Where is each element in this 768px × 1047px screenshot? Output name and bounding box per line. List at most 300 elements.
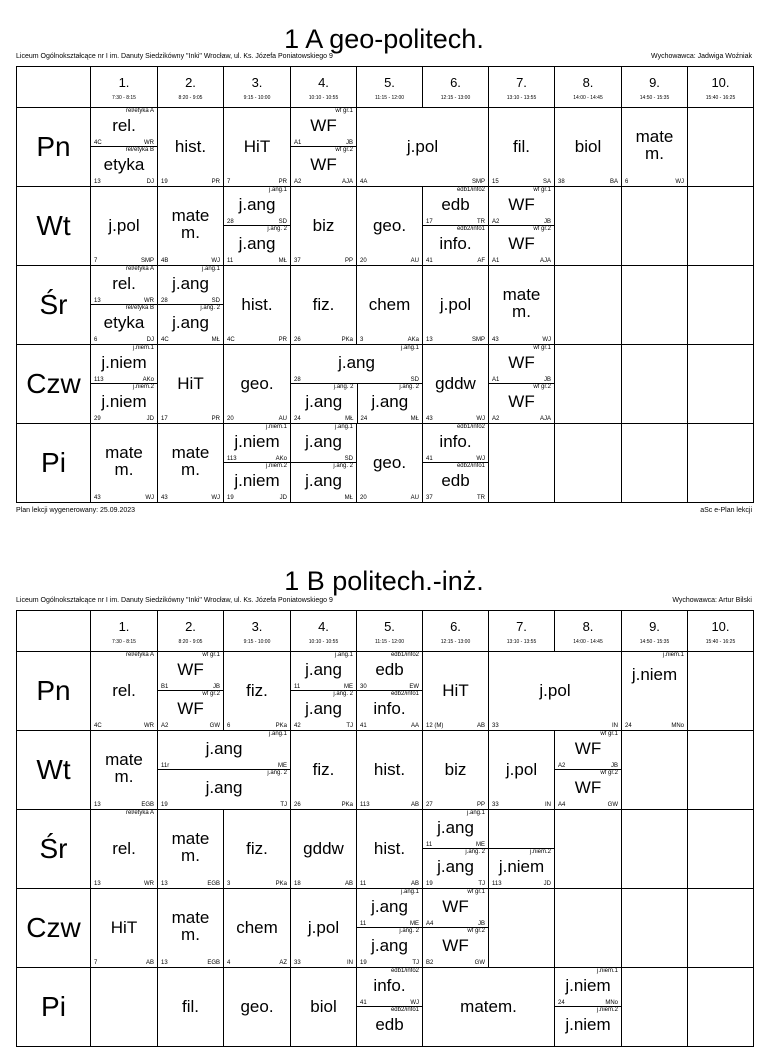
empty-cell <box>622 810 688 889</box>
lesson-cell <box>423 810 489 889</box>
lesson-cell <box>158 187 224 266</box>
lesson-cell <box>489 345 555 424</box>
lesson-subject: j.ang <box>305 471 342 490</box>
lesson-subject: HiT <box>177 374 204 393</box>
empty-cell <box>555 266 622 345</box>
lesson-half-bottom <box>489 225 554 265</box>
lesson-cell <box>91 345 158 424</box>
period-header: 7. 13:10 - 13:55 <box>489 611 555 652</box>
lesson-content <box>291 424 356 502</box>
lesson-content <box>91 652 157 730</box>
lesson-room: B2 <box>426 960 434 966</box>
lesson-content <box>158 652 223 730</box>
lesson-half-top <box>224 187 290 226</box>
lesson-teacher: TR <box>477 495 485 501</box>
lesson-group: j.ang.1 <box>400 889 419 895</box>
lesson-half-bottom <box>224 225 290 265</box>
empty-cell <box>688 266 754 345</box>
lesson-teacher: PKa <box>341 802 353 808</box>
lesson-group: rel/etyka A <box>125 652 154 658</box>
lesson-subject: rel. <box>112 274 136 293</box>
lesson-teacher: WJ <box>476 416 485 422</box>
lesson-teacher: GW <box>607 802 618 808</box>
lesson-teacher: MŁ <box>211 337 220 343</box>
lesson-subject: WF <box>574 778 602 797</box>
empty-cell <box>555 889 622 968</box>
lesson-content <box>158 345 223 423</box>
lesson-content <box>489 345 554 423</box>
lesson-subject: mate m. <box>171 908 210 944</box>
lesson-group: edb1/info2 <box>390 652 419 658</box>
lesson-content <box>555 266 621 344</box>
lesson-cell <box>489 731 555 810</box>
lesson-half-top <box>555 968 621 1007</box>
lesson-subject: etyka <box>103 155 145 174</box>
lesson-content <box>91 810 157 888</box>
lesson-content <box>224 345 290 423</box>
period-header: 9. 14:50 - 15:35 <box>622 67 688 108</box>
lesson-room: 113 <box>227 456 237 462</box>
lesson-room: B1 <box>161 684 169 690</box>
lesson-teacher: TJ <box>346 723 353 729</box>
lesson-group: j.niem.2 <box>265 463 287 469</box>
lesson-room: 12 (M) <box>426 723 444 729</box>
lesson-half-top <box>555 731 621 770</box>
lesson-subject: j.pol <box>307 918 340 937</box>
schedule-1a <box>0 0 768 520</box>
lesson-teacher: EW <box>409 684 419 690</box>
lesson-room: 3 <box>227 881 231 887</box>
lesson-cell <box>423 424 489 503</box>
lesson-subject: hist. <box>373 839 406 858</box>
lesson-room: 11 <box>227 258 234 264</box>
lesson-teacher: ME <box>278 763 287 769</box>
lesson-room: 18 <box>294 881 301 887</box>
lesson-teacher: PKa <box>275 723 287 729</box>
lesson-room: 41 <box>426 456 433 462</box>
lesson-teacher: WJ <box>675 179 684 185</box>
timetable <box>16 66 754 503</box>
lesson-teacher: PP <box>344 258 353 264</box>
lesson-teacher: PP <box>476 802 485 808</box>
empty-cell <box>688 345 754 424</box>
lesson-cell <box>357 731 423 810</box>
lesson-cell <box>224 108 291 187</box>
lesson-cell <box>423 345 489 424</box>
lesson-cell <box>91 266 158 345</box>
lesson-teacher: AJA <box>539 416 551 422</box>
lesson-group: wf gr.1 <box>467 889 485 895</box>
period-header: 5. 11:15 - 12:00 <box>357 611 423 652</box>
lesson-group: j.ang.1 <box>268 731 287 737</box>
lesson-cell <box>91 652 158 731</box>
lesson-room: 19 <box>161 802 168 808</box>
lesson-content <box>224 108 290 186</box>
lesson-room: 11 <box>426 842 433 848</box>
lesson-subject: HiT <box>243 137 271 156</box>
lesson-content <box>622 187 687 265</box>
lesson-half-top <box>91 266 157 305</box>
lesson-room: 41 <box>426 258 433 264</box>
lesson-teacher: TJ <box>412 960 419 966</box>
lesson-teacher: AKo <box>142 377 154 383</box>
lesson-group: j.ang.1 <box>201 266 220 272</box>
lesson-content <box>489 652 621 730</box>
lesson-content <box>291 652 356 730</box>
lesson-content <box>489 424 554 502</box>
lesson-content <box>489 731 554 809</box>
lesson-subject: hist. <box>373 760 406 779</box>
lesson-subject: fil. <box>182 997 199 1016</box>
lesson-half-top <box>423 889 488 928</box>
lesson-content <box>688 187 753 265</box>
lesson-cell <box>489 187 555 266</box>
lesson-subject: j.pol <box>539 681 571 700</box>
lesson-teacher: WR <box>144 140 154 146</box>
lesson-cell <box>224 968 291 1047</box>
lesson-teacher: IN <box>612 723 618 729</box>
lesson-cell <box>91 889 158 968</box>
lesson-teacher: PR <box>211 416 220 422</box>
lesson-room: 30 <box>360 684 367 690</box>
lesson-content <box>622 810 687 888</box>
lesson-half-top <box>291 652 356 691</box>
lesson-room: 13 <box>94 179 101 185</box>
lesson-content <box>224 187 290 265</box>
lesson-subject: etyka <box>103 313 145 332</box>
lesson-cell <box>291 424 357 503</box>
lesson-teacher: PR <box>278 337 287 343</box>
lesson-room: 42 <box>294 723 301 729</box>
lesson-room: 11 <box>294 684 301 690</box>
lesson-room: 24 <box>360 416 368 422</box>
lesson-content <box>158 889 223 967</box>
lesson-subject: fiz. <box>246 681 268 700</box>
lesson-subject: j.ang <box>305 699 342 718</box>
lesson-content <box>291 345 422 423</box>
lesson-room: 11 <box>360 881 367 887</box>
lesson-half-bottom <box>291 690 356 730</box>
lesson-cell <box>555 968 622 1047</box>
lesson-room: 13 <box>161 881 168 887</box>
lesson-teacher: SMP <box>471 337 485 343</box>
lesson-half-bottom <box>158 690 223 730</box>
lesson-teacher: BA <box>609 179 618 185</box>
lesson-half-top <box>357 652 422 691</box>
lesson-content <box>91 345 157 423</box>
lesson-group: j.niem.1 <box>596 968 618 974</box>
lesson-cell <box>423 652 489 731</box>
lesson-content <box>357 187 422 265</box>
lesson-room: 28 <box>161 298 168 304</box>
lesson-content <box>555 810 621 888</box>
lesson-group: rel/etyka A <box>125 810 154 816</box>
lesson-teacher: AJA <box>539 258 551 264</box>
period-header: 5. 11:15 - 12:00 <box>357 67 423 108</box>
lesson-cell <box>91 810 158 889</box>
period-header: 6. 12:15 - 13:00 <box>423 67 489 108</box>
lesson-content <box>622 345 687 423</box>
lesson-teacher: TR <box>477 219 485 225</box>
lesson-subject: j.ang <box>238 195 276 214</box>
lesson-half-top <box>423 187 488 226</box>
lesson-subject: mate m. <box>105 443 143 479</box>
lesson-room: 11 <box>360 921 367 927</box>
lesson-content <box>423 889 488 967</box>
lesson-content <box>423 731 488 809</box>
lesson-teacher: IN <box>347 960 353 966</box>
lesson-teacher: WJ <box>476 456 485 462</box>
lesson-teacher: JB <box>610 763 618 769</box>
lesson-subject: WF <box>177 699 204 718</box>
lesson-room: 4C <box>94 723 102 729</box>
lesson-teacher: MŁ <box>410 416 419 422</box>
lesson-teacher: DJ <box>146 179 154 185</box>
lesson-group: wf gr.1 <box>202 652 220 658</box>
lesson-cell <box>555 731 622 810</box>
lesson-cell <box>423 266 489 345</box>
lesson-half-bottom <box>91 146 157 186</box>
lesson-content <box>224 424 290 502</box>
lesson-subject: info. <box>373 699 406 718</box>
lesson-subject: WF <box>310 155 337 174</box>
lesson-group: j.ang. 2 <box>200 305 220 311</box>
lesson-half-top <box>291 345 422 384</box>
period-header: 4. 10:10 - 10:55 <box>291 611 357 652</box>
lesson-subject: j.pol <box>108 216 140 235</box>
lesson-content <box>158 424 223 502</box>
lesson-teacher: WR <box>144 881 154 887</box>
lesson-teacher: AB <box>476 723 485 729</box>
lesson-cell <box>489 652 622 731</box>
lesson-room: 28 <box>227 219 234 225</box>
lesson-content <box>224 968 290 1046</box>
lesson-group: rel/etyka B <box>125 147 154 153</box>
lesson-cell <box>357 187 423 266</box>
lesson-room: 27 <box>426 802 433 808</box>
empty-cell <box>622 731 688 810</box>
lesson-group: wf gr.1 <box>600 731 618 737</box>
day-label: Czw <box>17 889 91 968</box>
lesson-room: 15 <box>492 179 499 185</box>
lesson-teacher: SMP <box>140 258 154 264</box>
lesson-cell <box>224 889 291 968</box>
lesson-teacher: AJA <box>341 179 353 185</box>
lesson-content <box>489 266 554 344</box>
lesson-half-top <box>158 266 223 305</box>
lesson-subject: WF <box>310 116 337 135</box>
lesson-room: 33 <box>294 960 301 966</box>
lesson-half-bottom <box>489 383 554 423</box>
lesson-teacher: ME <box>410 921 419 927</box>
lesson-teacher: AZ <box>279 960 287 966</box>
lesson-half-top <box>91 345 157 384</box>
lesson-half-bottom <box>357 927 422 967</box>
lesson-content <box>423 345 488 423</box>
lesson-room: 37 <box>426 495 433 501</box>
lesson-cell <box>357 652 423 731</box>
lesson-cell <box>158 968 224 1047</box>
lesson-group: j.ang.1 <box>334 424 353 430</box>
lesson-room: 20 <box>360 258 367 264</box>
lesson-room: 28 <box>294 377 301 383</box>
lesson-group: wf gr.2 <box>533 226 551 232</box>
lesson-group: j.ang. 2 <box>465 849 485 855</box>
lesson-group: j.ang.1 <box>334 652 353 658</box>
lesson-content <box>357 810 422 888</box>
lesson-subject: mate m. <box>502 285 541 321</box>
lesson-group: wf gr.1 <box>533 187 551 193</box>
lesson-half-top <box>423 424 488 463</box>
software-credit: aSc e-Plan lekcji <box>700 507 752 514</box>
empty-cell <box>622 266 688 345</box>
lesson-cell <box>291 731 357 810</box>
lesson-room: 17 <box>161 416 168 422</box>
lesson-cell <box>158 345 224 424</box>
lesson-room: 6 <box>227 723 231 729</box>
lesson-group: j.niem.2 <box>596 1007 618 1013</box>
lesson-content <box>357 266 422 344</box>
timetable <box>16 610 754 1047</box>
lesson-cell <box>158 424 224 503</box>
lesson-content <box>224 889 290 967</box>
lesson-group: j.ang.1 <box>400 345 419 351</box>
lesson-teacher: WJ <box>145 495 154 501</box>
empty-cell <box>91 968 158 1047</box>
lesson-cell <box>423 187 489 266</box>
lesson-room: 26 <box>294 337 301 343</box>
lesson-group: j.ang.1 <box>466 810 485 816</box>
lesson-subject: geo. <box>372 216 407 235</box>
lesson-subject: biz <box>312 216 335 235</box>
lesson-cell <box>224 424 291 503</box>
lesson-subject: j.ang <box>437 818 474 837</box>
lesson-room: 29 <box>94 416 101 422</box>
lesson-half-bottom <box>357 690 422 730</box>
empty-cell <box>555 424 622 503</box>
lesson-half-top <box>158 652 223 691</box>
lesson-half-bottom <box>489 848 554 888</box>
empty-cell <box>555 187 622 266</box>
lesson-subject: edb <box>441 195 470 214</box>
empty-cell <box>622 424 688 503</box>
corner-cell <box>17 67 91 108</box>
lesson-group: j.ang. 2 <box>333 691 353 697</box>
lesson-teacher: AU <box>410 495 419 501</box>
lesson-subject: hist. <box>241 295 273 314</box>
lesson-room: 4 <box>227 960 231 966</box>
lesson-teacher: JB <box>212 684 220 690</box>
lesson-half-bottom <box>555 1006 621 1046</box>
lesson-cell <box>423 968 555 1047</box>
lesson-room: 41 <box>360 1000 367 1006</box>
lesson-group: edb2/info1 <box>390 691 419 697</box>
lesson-subject: j.ang <box>205 778 243 797</box>
lesson-group: j.niem.1 <box>662 652 684 658</box>
lesson-teacher: AKa <box>407 337 419 343</box>
lesson-room: 11r <box>161 763 170 769</box>
tutor-name: Wychowawca: Jadwiga Woźniak <box>651 53 752 60</box>
lesson-subject: WF <box>442 897 469 916</box>
lesson-content <box>91 187 157 265</box>
lesson-content <box>357 968 422 1046</box>
lesson-teacher: TJ <box>280 802 287 808</box>
lesson-content <box>555 187 621 265</box>
lesson-content <box>91 424 157 502</box>
lesson-group: j.ang. 2 <box>399 384 419 390</box>
lesson-subject: j.ang <box>172 313 209 332</box>
lesson-half-top <box>291 108 356 147</box>
lesson-group: edb1/info2 <box>456 424 485 430</box>
lesson-teacher: AB <box>344 881 353 887</box>
lesson-cell <box>224 652 291 731</box>
lesson-content <box>423 968 554 1046</box>
day-label: Pn <box>17 652 91 731</box>
lesson-subject: j.pol <box>439 295 472 314</box>
lesson-subject: fil. <box>513 137 530 156</box>
lesson-half-top <box>489 187 554 226</box>
lesson-content <box>555 345 621 423</box>
lesson-subject: j.ang <box>238 234 276 253</box>
lesson-content <box>158 266 223 344</box>
lesson-subject: biz <box>444 760 467 779</box>
lesson-group: j.niem.1 <box>132 345 154 351</box>
lesson-group: wf gr.2 <box>600 770 618 776</box>
lesson-subject: matem. <box>460 997 517 1016</box>
lesson-content <box>357 731 422 809</box>
lesson-group: j.ang. 2 <box>333 384 354 390</box>
lesson-teacher: MŁ <box>345 416 354 422</box>
lesson-subject: j.niem <box>498 857 545 876</box>
lesson-teacher: JB <box>543 377 551 383</box>
empty-cell <box>688 810 754 889</box>
lesson-teacher: WJ <box>542 337 551 343</box>
lesson-subject: j.niem <box>565 976 611 995</box>
lesson-room: 13 <box>94 298 101 304</box>
lesson-room: 33 <box>492 723 499 729</box>
period-header: 1. 7:30 - 8:15 <box>91 611 158 652</box>
period-header: 8. 14:00 - 14:45 <box>555 611 622 652</box>
lesson-subject: j.ang <box>371 936 408 955</box>
lesson-subject: WF <box>508 392 535 411</box>
lesson-room: 113 <box>94 377 104 383</box>
lesson-room: 24 <box>625 723 632 729</box>
lesson-room: 3 <box>360 337 364 343</box>
lesson-room: 19 <box>227 495 234 501</box>
lesson-room: 4B <box>161 258 169 264</box>
lesson-subject: hist. <box>174 137 207 156</box>
lesson-half-bottom <box>158 769 290 809</box>
lesson-content <box>423 810 488 888</box>
lesson-room: 37 <box>294 258 301 264</box>
empty-cell <box>688 424 754 503</box>
lesson-subject: rel. <box>112 116 136 135</box>
lesson-room: 6 <box>94 337 98 343</box>
lesson-subject: WF <box>177 660 204 679</box>
lesson-content <box>622 731 687 809</box>
lesson-content <box>688 345 753 423</box>
lesson-subject: WF <box>508 195 535 214</box>
lesson-teacher: MŁ <box>344 495 353 501</box>
school-name: Liceum Ogólnokształcące nr I im. Danuty Siedzikówny "Inki" Wrocław, ul. Ks. Józefa Poniatowskiego 9 <box>16 597 333 604</box>
school-name: Liceum Ogólnokształcące nr I im. Danuty Siedzikówny "Inki" Wrocław, ul. Ks. Józefa Poniatowskiego 9 <box>16 53 333 60</box>
lesson-subject: j.niem <box>101 392 147 411</box>
period-header: 8. 14:00 - 14:45 <box>555 67 622 108</box>
lesson-subject: mate m. <box>171 443 210 479</box>
lesson-teacher: WJ <box>410 1000 419 1006</box>
lesson-cell <box>489 266 555 345</box>
lesson-group: j.niem.2 <box>132 384 154 390</box>
